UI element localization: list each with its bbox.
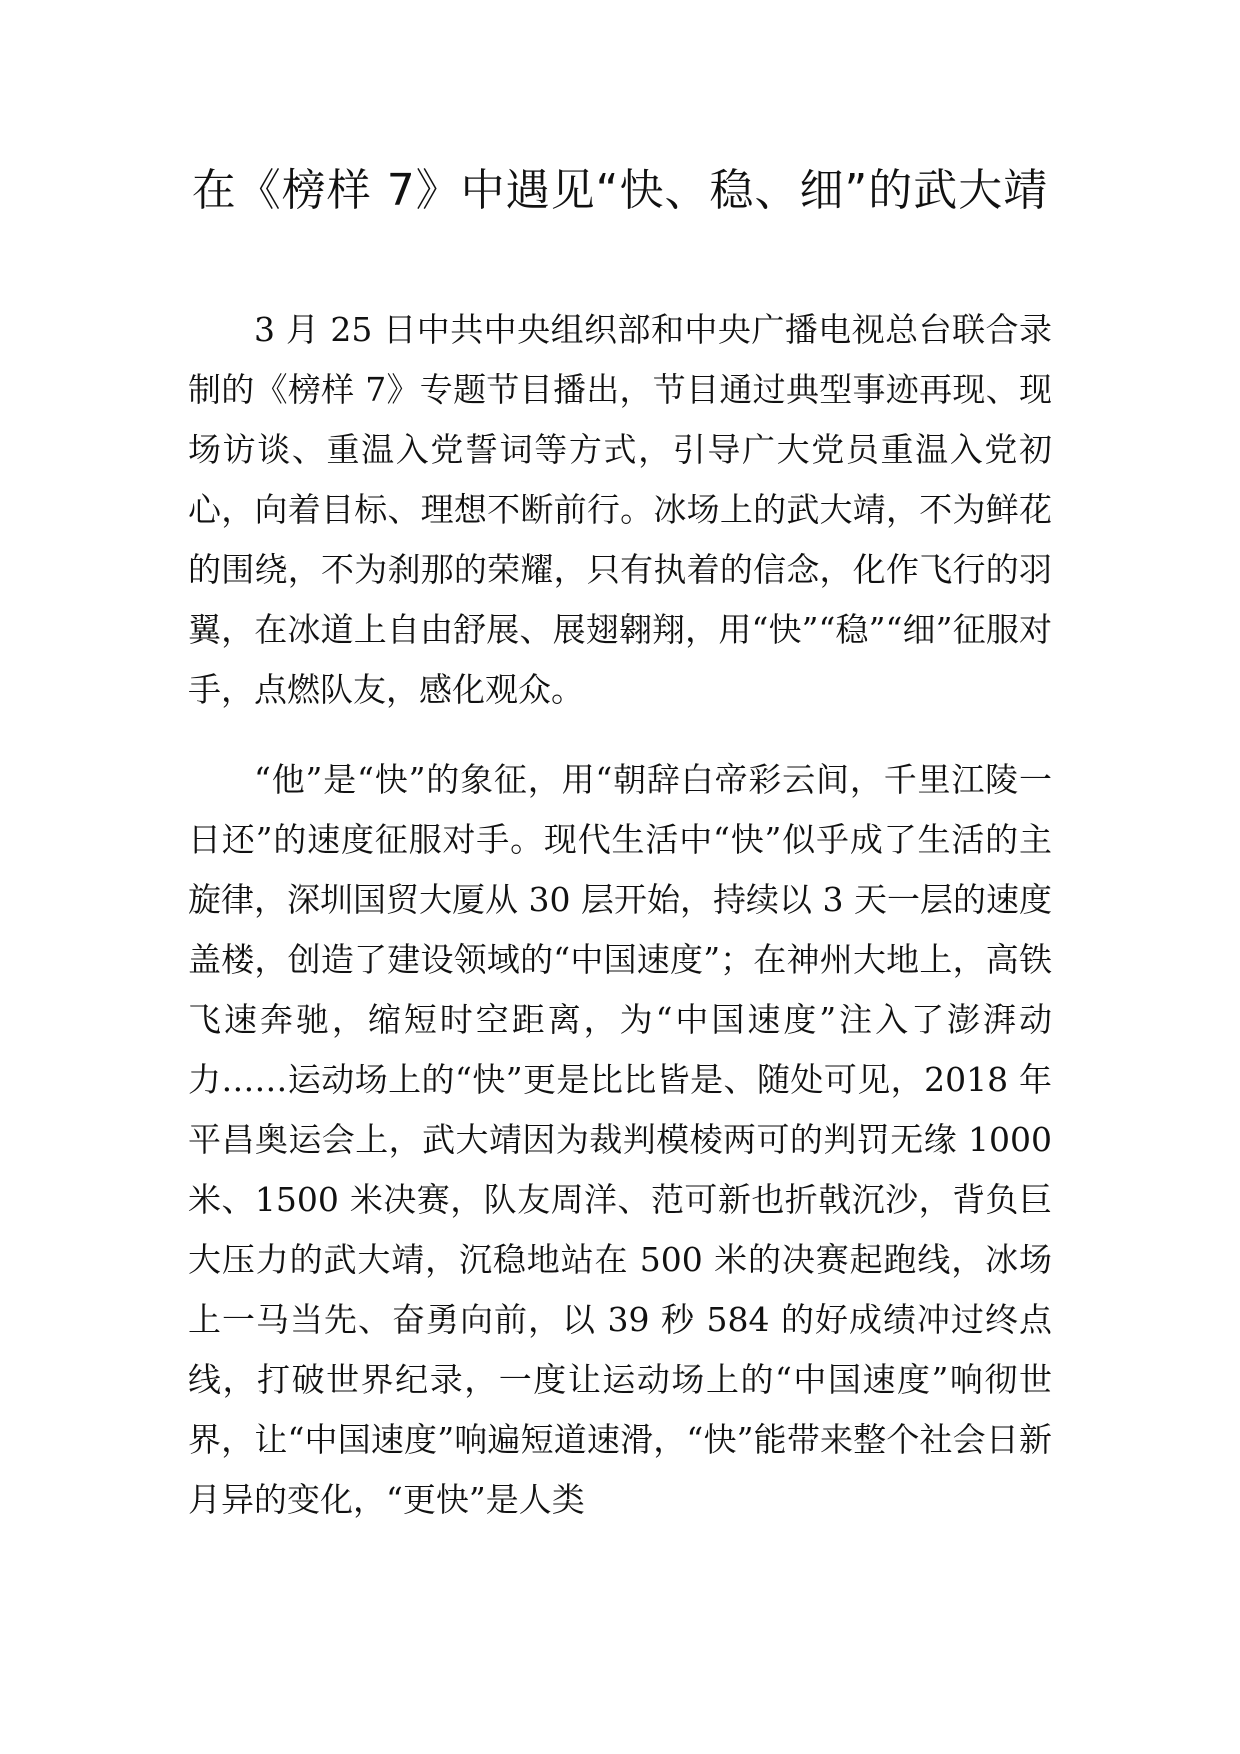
body-paragraph-1: 3 月 25 日中共中央组织部和中央广播电视总台联合录制的《榜样 7》专题节目播出，节目通过典型事迹再现、现场访谈、重温入党誓词等方式，引导广大党员重温入党初心，向着目标、理想不断前行。冰场上的武大靖，不为鲜花的围绕，不为刹那的荣耀，只有执着的信念，化作飞行的羽翼，在冰道上自由舒展、展翅翱翔，用“快”“稳”“细”征服对手，点燃队友，感化观众。 <box>188 310 1052 709</box>
document-title: 在《榜样 7》中遇见“快、稳、细”的武大靖 <box>191 165 1049 216</box>
body-paragraph-2: “他”是“快”的象征，用“朝辞白帝彩云间，千里江陵一日还”的速度征服对手。现代生活中“快”似乎成了生活的主旋律，深圳国贸大厦从 30 层开始，持续以 3 天一层的速度盖楼，创造了建设领域的“中国速度”；在神州大地上，高铁飞速奔驰，缩短时空距离，为“中国速度”注入了澎湃动力……运动场上的“快”更是比比皆是、随处可见，2018 年平昌奥运会上，武大靖因为裁判模棱两可的判罚无缘 1000 米、1500 米决赛，队友周洋、范可新也折戟沉沙，背负巨大压力的武大靖，沉稳地站在 500 米的决赛起跑线，冰场上一马当先、奋勇向前，以 39 秒 584 的好成绩冲过终点线，打破世界纪录，一度让运动场上的“中国速度”响彻世界，让“中国速度”响遍短道速滑，“快”能带来整个社会日新月异的变化，“更快”是人类 <box>188 760 1052 1519</box>
